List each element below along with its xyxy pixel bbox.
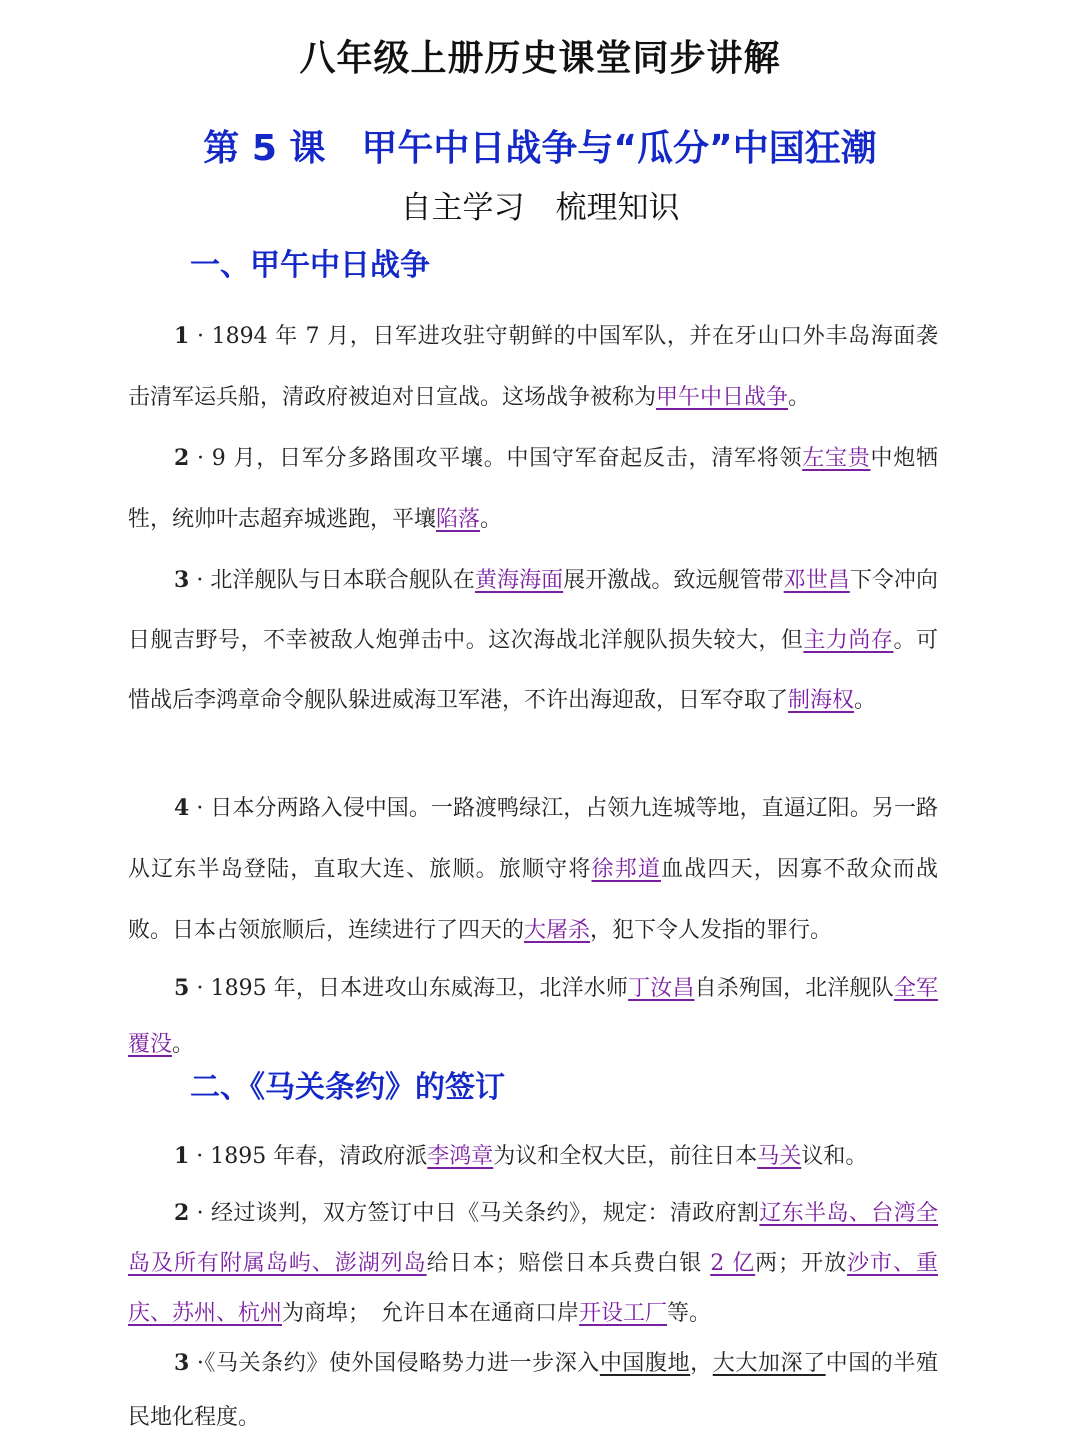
lesson-subtitle: 自主学习 梳理知识 (400, 190, 680, 226)
keyword: 徐邦道 (591, 857, 662, 882)
text: · 北洋舰队与日本联合舰队在 (189, 568, 475, 593)
item-number: 3 (174, 1350, 190, 1376)
text: 为议和全权大臣，前往日本 (493, 1144, 758, 1169)
text: 。 (854, 688, 877, 713)
keyword: 开设工厂 (579, 1301, 668, 1326)
keyword: 辽东半岛、台湾全岛及所有附属岛屿、澎湖列岛 (128, 1201, 938, 1276)
item-number: 4 (174, 795, 190, 821)
text: ，犯下令人发指的罪行。 (590, 918, 833, 943)
text: ·《马关条约》使外国侵略势力进一步深入 (189, 1351, 600, 1376)
item-number: 2 (174, 445, 190, 471)
text: 。可惜战后李鸿章命令舰队躲进威海卫军港，不许出海迎敌，日军夺取了 (128, 628, 938, 713)
text: 血战四天，因寡不敌众而战败。日本占领旅顺后，连续进行了四天的 (128, 857, 938, 943)
text: 为商埠； 允许日本在通商口岸 (282, 1301, 580, 1326)
paragraph-2-2 (128, 1188, 938, 1339)
keyword: 陷落 (436, 507, 481, 532)
text: · 1895 年，日本进攻山东威海卫，北洋水师 (189, 976, 629, 1001)
section-heading-1: 一、甲午中日战争 (190, 248, 430, 283)
item-number: 3 (174, 567, 190, 593)
text: 议和。 (801, 1144, 868, 1169)
text: 。 (480, 507, 503, 532)
text: 自杀殉国，北洋舰队 (694, 976, 894, 1001)
keyword: 主力尚存 (803, 628, 894, 653)
text: · 日本分两路入侵中国。一路渡鸭绿江，占领九连城等地，直逼辽阳。另一路从辽东半岛登陆，直取大连、旅顺。旅顺守将 (128, 796, 938, 882)
keyword: 沙市、重庆、苏州、杭州 (128, 1251, 938, 1326)
keyword: 邓世昌 (783, 568, 850, 593)
section-heading-2: 二、《马关条约》的签订 (190, 1070, 505, 1105)
text: · 1895 年春，清政府派 (189, 1144, 428, 1169)
keyword: 丁汝昌 (628, 976, 695, 1001)
text: 下令冲向日舰吉野号，不幸被敌人炮弹击中。这次海战北洋舰队损失较大，但 (128, 568, 938, 653)
text: 给日本；赔偿日本兵费白银 (426, 1251, 711, 1276)
paragraph-2-3 (128, 1336, 938, 1445)
keyword: 2 亿 (710, 1251, 756, 1276)
text: 。 (788, 385, 811, 410)
keyword: 全军覆没 (128, 976, 938, 1057)
text: · 1894 年 7 月，日军进攻驻守朝鲜的中国军队，并在牙山口外丰岛海面袭击清军运兵船，清政府被迫对日宣战。这场战争被称为 (128, 324, 938, 410)
paragraph-1-3 (128, 550, 938, 731)
underlined-phrase: 中国腹地 (599, 1351, 691, 1376)
keyword: 黄海海面 (474, 568, 564, 593)
paragraph-2-1 (128, 1128, 938, 1185)
lesson-title: 第 5 课 甲午中日战争与“瓜分”中国狂潮 (203, 128, 877, 169)
text: 中炮牺牲，统帅叶志超弃城逃跑，平壤 (128, 446, 938, 532)
text: 中国的半殖民地化程度。 (128, 1351, 938, 1430)
text: 等。 (667, 1301, 712, 1326)
item-number: 1 (174, 323, 190, 349)
text: · 9 月，日军分多路围攻平壤。中国守军奋起反击，清军将领 (189, 446, 803, 471)
text: · 经过谈判，双方签订中日《马关条约》，规定：清政府割 (189, 1201, 760, 1226)
keyword: 甲午中日战争 (656, 385, 789, 410)
item-number: 5 (174, 975, 190, 1001)
paragraph-1-5 (128, 960, 938, 1073)
keyword: 马关 (757, 1144, 802, 1169)
text: ， (690, 1351, 713, 1376)
text: 两；开放 (755, 1251, 848, 1276)
paragraph-1-4 (128, 778, 938, 961)
paragraph-1-1 (128, 306, 938, 428)
keyword: 大屠杀 (524, 918, 591, 943)
item-number: 2 (174, 1200, 190, 1226)
page-title: 八年级上册历史课堂同步讲解 (299, 38, 781, 79)
item-number: 1 (174, 1143, 190, 1169)
underlined-phrase: 大大加深了 (712, 1351, 826, 1376)
keyword: 制海权 (788, 688, 855, 713)
keyword: 左宝贵 (802, 446, 871, 471)
paragraph-1-2 (128, 428, 938, 550)
keyword: 李鸿章 (427, 1144, 494, 1169)
text: 。 (172, 1032, 195, 1057)
text: 展开激战。致远舰管带 (563, 568, 784, 593)
